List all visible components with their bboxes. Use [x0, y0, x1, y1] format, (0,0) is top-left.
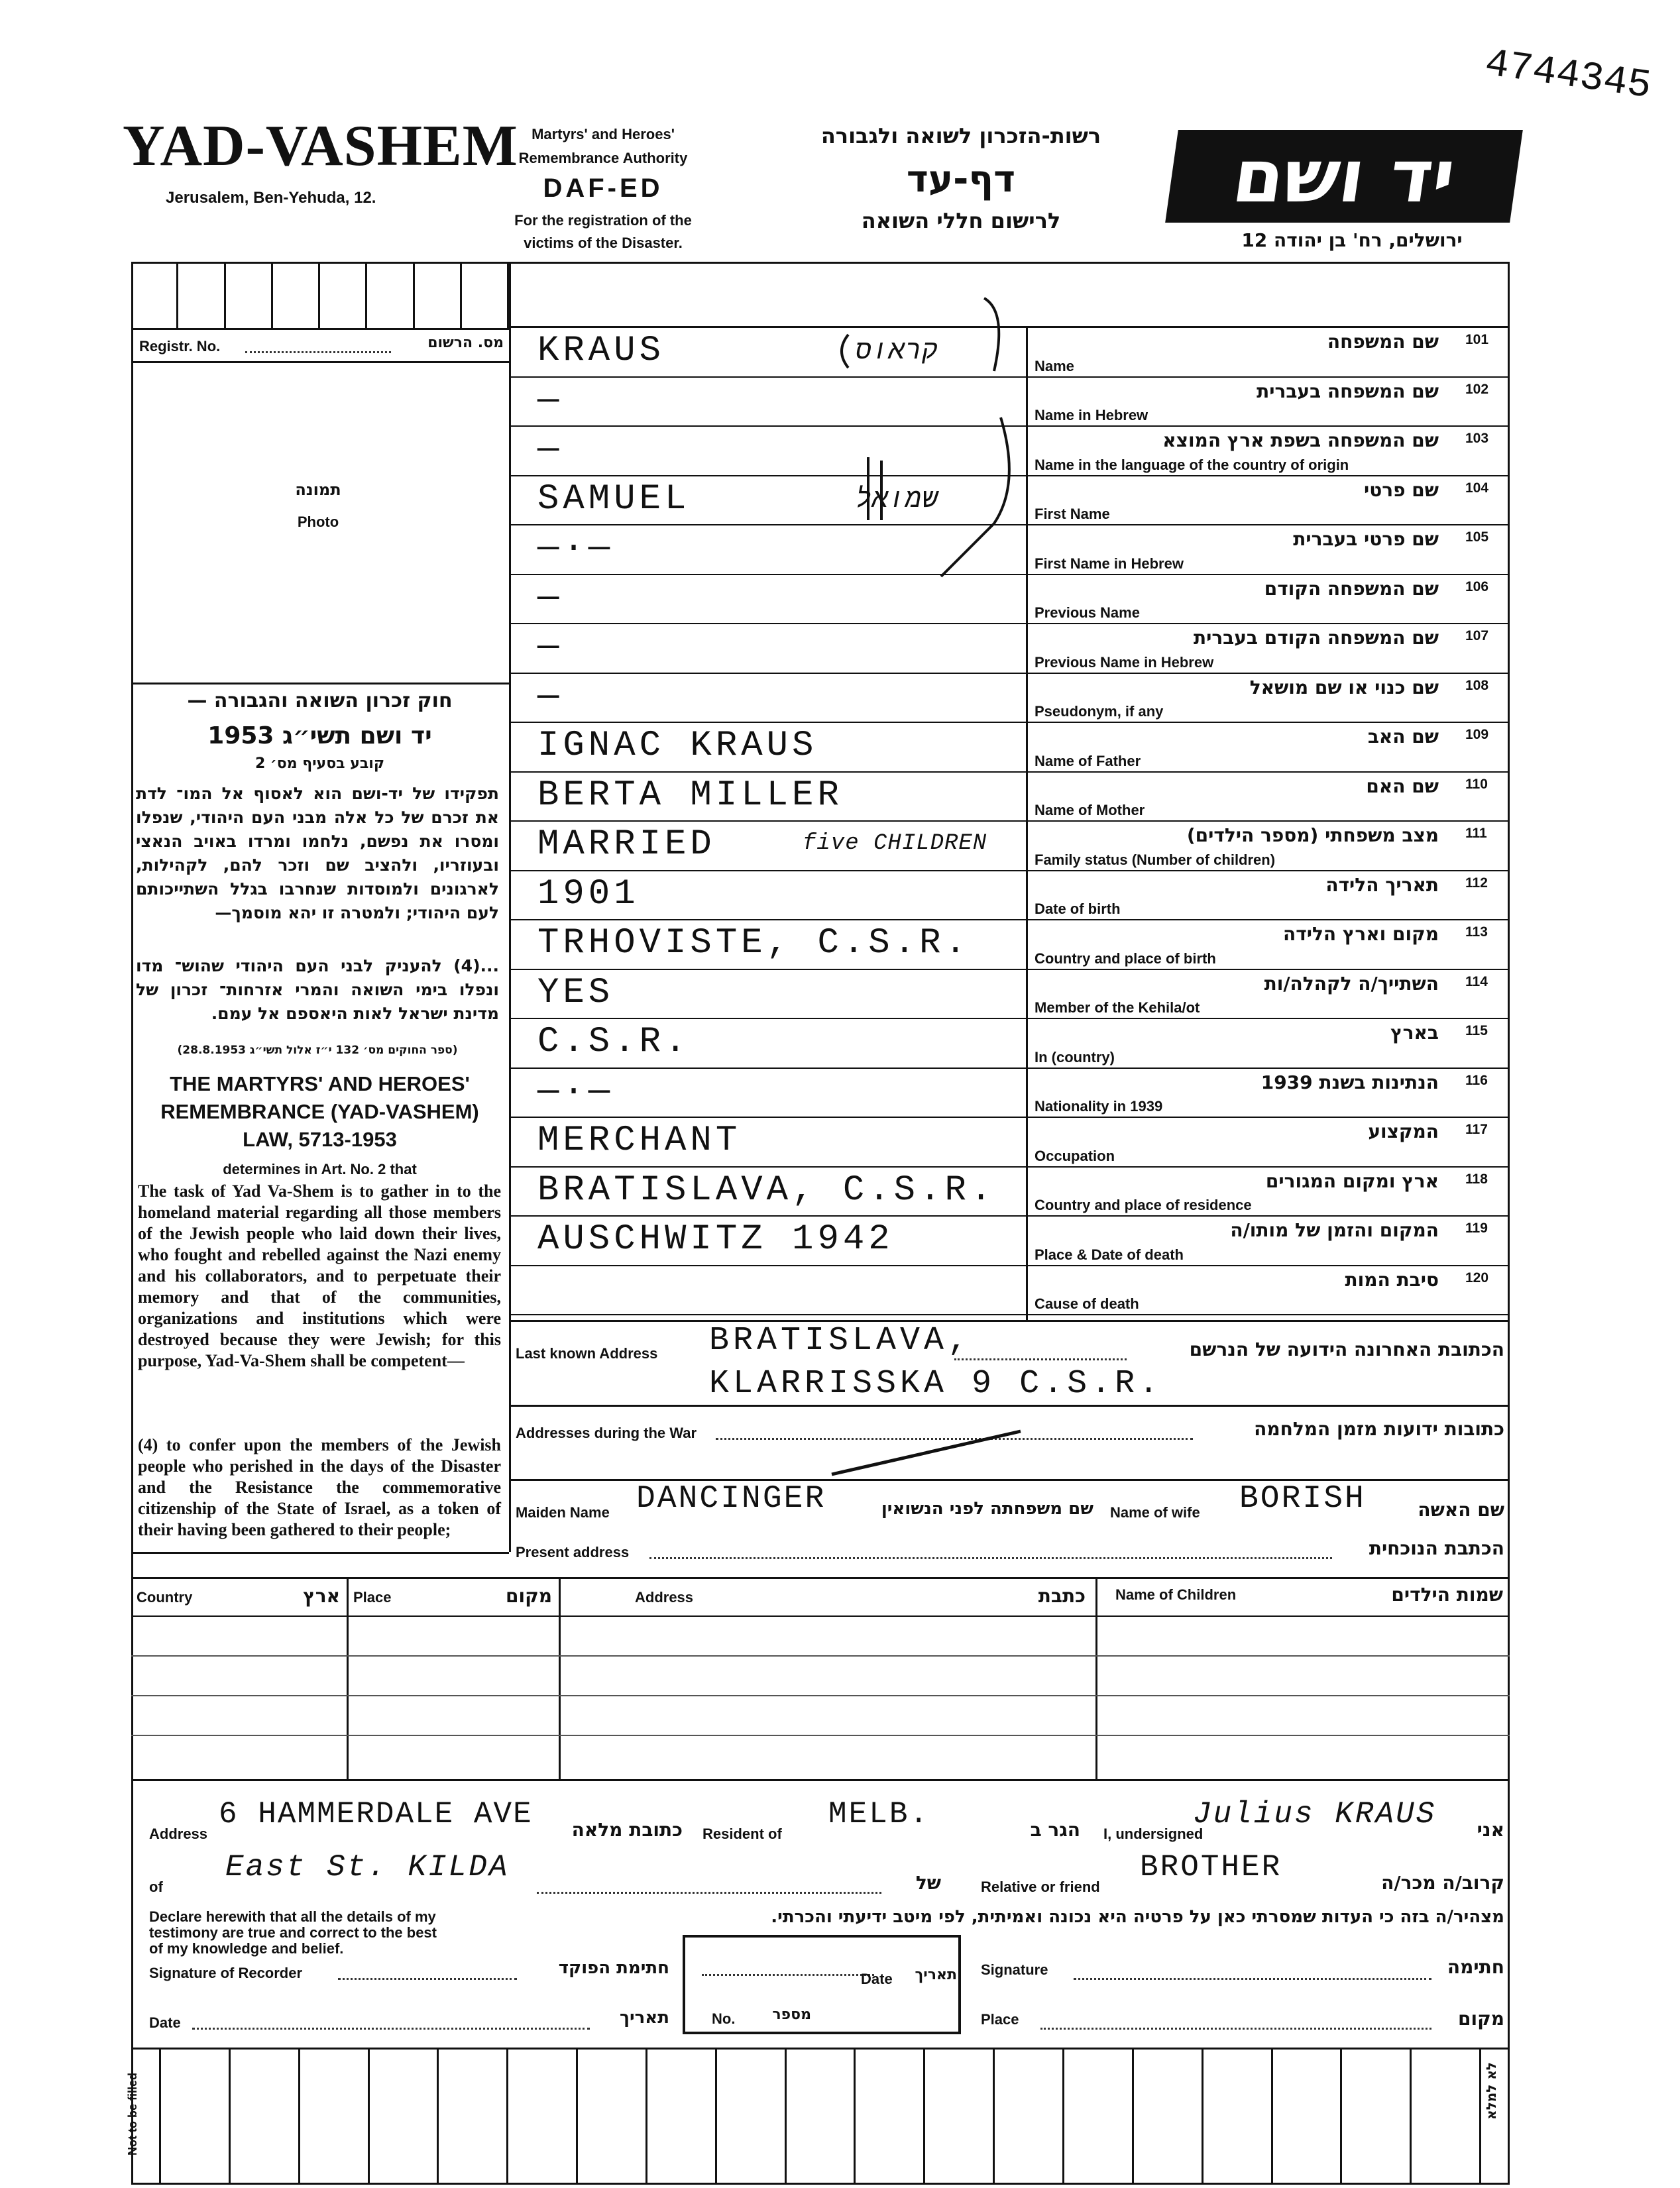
field-value-110: BERTA MILLER [537, 775, 843, 816]
purpose-he: לרישום חללי השואה [861, 208, 1061, 233]
photo-label-he: תמונה [295, 480, 341, 499]
field-value-114: YES [537, 972, 614, 1013]
field-row-111 [511, 822, 1508, 871]
decl-signature-label-en: Signature [981, 1961, 1048, 1978]
law-item4-he: ...(4) להעניק לבני העם היהודי שהוש־ מדו ונפלו בימי השואה והמרי אזרחות־ זכרון של מדינת ישראל לאות היאספם אל עמם. [136, 956, 499, 1023]
field-label-he-117: המקצוע [1368, 1121, 1439, 1142]
footer-cell [578, 2048, 647, 2185]
decl-stamp-box [683, 1935, 961, 2034]
field-number-114: 114 [1465, 973, 1488, 989]
field-label-he-102: שם המשפחה בעברית [1257, 380, 1439, 402]
purpose-line-2: victims of the Disaster. [524, 235, 683, 251]
decl-of-label-en: of [149, 1879, 163, 1895]
field-label-en-103: Name in the language of the country of origin [1035, 456, 1349, 473]
maiden-name-value: DANCINGER [636, 1481, 826, 1517]
present-address-label-he: הכתבת הנוכחית [1369, 1537, 1504, 1559]
last-known-address-line-2: KLARRISSKA 9 C.S.R. [709, 1365, 1163, 1403]
registration-cells [131, 262, 509, 330]
decl-sig-recorder-label-en: Signature of Recorder [149, 1965, 303, 1981]
box-date-label-en: Date [861, 1971, 893, 1987]
wife-name-value: BORISH [1239, 1481, 1366, 1517]
children-col-place-en: Place [353, 1589, 392, 1606]
field-value-103: — [537, 429, 563, 470]
field-label-he-107: שם המשפחה הקודם בעברית [1193, 627, 1439, 649]
box-no-label-en: No. [712, 2010, 736, 2027]
decl-declare-en-3: of my knowledge and belief. [149, 1940, 344, 1957]
war-addresses-strike [828, 1425, 1027, 1478]
field-label-he-104: שם פרטי [1363, 478, 1439, 501]
last-known-address-label-he: הכתובת האחרונה הידועה של הנרשם [1189, 1339, 1504, 1360]
footer-cell [300, 2048, 370, 2185]
field-label-he-110: שם האם [1366, 775, 1439, 797]
law-title-en-1: THE MARTYRS' AND HEROES' [170, 1072, 470, 1095]
field-label-he-112: תאריך הלידה [1325, 873, 1439, 896]
field-row-109 [511, 723, 1508, 773]
authority-line-1: Martyrs' and Heroes' [532, 126, 675, 142]
field-number-116: 116 [1465, 1072, 1488, 1088]
law-name-he: יד ושם תשי״ג 1953 [207, 722, 432, 749]
purpose-line-1: For the registration of the [514, 212, 692, 229]
footer-cell [161, 2048, 231, 2185]
field-value-101: KRAUS [537, 331, 665, 371]
field-label-en-115: In (country) [1035, 1048, 1115, 1066]
field-row-114 [511, 970, 1508, 1020]
field-separator-120 [511, 1314, 1508, 1315]
decl-resident-label-he: הגר ב [1030, 1819, 1080, 1841]
field-value-106: — [537, 577, 563, 618]
registr-no-label-he: מס. הרשום [427, 335, 504, 351]
field-number-107: 107 [1465, 628, 1489, 643]
decl-signature-label-he: חתימה [1447, 1956, 1504, 1978]
wife-name-label-he: שם האשה [1418, 1499, 1504, 1521]
footer-cell [647, 2048, 717, 2185]
field-annotation-101: קראוס [856, 337, 939, 367]
field-label-he-103: שם המשפחה בשפת ארץ המוצא [1162, 429, 1439, 451]
footer-cell [925, 2048, 995, 2185]
field-value-117: MERCHANT [537, 1121, 742, 1161]
decl-relative-value: BROTHER [1140, 1850, 1282, 1885]
decl-relative-label-he: קרוב/ה מכר/ה [1381, 1872, 1504, 1894]
law-ref-he: (ספר החוקים מס׳ 132 י״ז אלול תשי״ג 28.8.1953) [177, 1044, 458, 1057]
field-row-120 [511, 1266, 1508, 1316]
field-value-111: MARRIED [537, 824, 716, 865]
field-label-he-113: מקום וארץ הלידה [1283, 923, 1439, 945]
field-value-115: C.S.R. [537, 1022, 691, 1062]
org-title-en: YAD-VASHEM [123, 114, 518, 178]
field-value-112: 1901 [537, 873, 640, 914]
field-label-he-105: שם פרטי בעברית [1293, 528, 1439, 550]
logo-address-he: ירושלים, רח' בן יהודה 12 [1241, 229, 1463, 251]
field-value-119: AUSCHWITZ 1942 [537, 1219, 894, 1260]
field-value-109: IGNAC KRAUS [537, 726, 818, 766]
footer-cell [439, 2048, 508, 2185]
field-value-118: BRATISLAVA, C.S.R. [537, 1170, 996, 1211]
field-label-he-101: שם המשפחה [1327, 331, 1439, 353]
field-label-en-109: Name of Father [1035, 752, 1141, 769]
field-number-104: 104 [1465, 480, 1489, 496]
field-number-110: 110 [1465, 776, 1488, 792]
footer-cell [856, 2048, 925, 2185]
children-col-place-he: מקום [506, 1585, 552, 1607]
field-value-107: — [537, 627, 563, 667]
footer-cell [1064, 2048, 1134, 2185]
field-value-104: SAMUEL [537, 478, 691, 520]
handwritten-brackets [828, 285, 1027, 616]
decl-address-label-he: כתובת מלאה [571, 1819, 683, 1841]
field-label-en-118: Country and place of residence [1035, 1197, 1252, 1213]
field-number-117: 117 [1465, 1122, 1488, 1137]
field-label-he-106: שם המשפחה הקודם [1264, 577, 1439, 600]
not-filled-label-en: Not to be filled [126, 2073, 139, 2156]
law-intro-en: determines in Art. No. 2 that [223, 1161, 417, 1177]
corner-registration-number: 4744345 [1482, 41, 1654, 110]
field-label-en-120: Cause of death [1035, 1295, 1139, 1312]
maiden-name-label-en: Maiden Name [516, 1504, 610, 1521]
decl-place-label-he: מקום [1458, 2008, 1504, 2030]
footer-cell [1412, 2048, 1481, 2185]
field-number-103: 103 [1465, 431, 1489, 446]
children-col-address-en: Address [635, 1589, 694, 1606]
field-label-en-102: Name in Hebrew [1035, 407, 1148, 423]
registr-no-label-en: Registr. No. [139, 338, 221, 355]
children-col-country-he: ארץ [303, 1585, 340, 1607]
box-no-label-he: מספר [772, 2006, 811, 2023]
field-value-116: —·— [537, 1071, 614, 1112]
field-number-109: 109 [1465, 727, 1489, 742]
field-row-118 [511, 1168, 1508, 1217]
field-number-102: 102 [1465, 381, 1489, 397]
wife-name-label-en: Name of wife [1110, 1504, 1200, 1521]
field-label-he-115: בארץ [1390, 1022, 1439, 1044]
footer-cell [370, 2048, 439, 2185]
children-table [131, 1577, 1510, 1779]
decl-relative-label-en: Relative or friend [981, 1879, 1100, 1895]
law-title-en-3: LAW, 5713-1953 [243, 1128, 397, 1151]
not-filled-label-he: לא למלא [1483, 2062, 1499, 2120]
org-address-en: Jerusalem, Ben-Yehuda, 12. [166, 189, 376, 207]
decl-of-value: East St. KILDA [225, 1850, 510, 1885]
field-label-en-113: Country and place of birth [1035, 950, 1216, 967]
field-annotation-111: five CHILDREN [803, 831, 987, 856]
field-value-113: TRHOVISTE, C.S.R. [537, 923, 970, 963]
field-row-117 [511, 1118, 1508, 1168]
field-value-108: — [537, 676, 563, 717]
field-row-110 [511, 773, 1508, 822]
children-col-address-he: כתבת [1038, 1585, 1086, 1607]
last-known-address-line-1: BRATISLAVA, [709, 1322, 972, 1360]
war-addresses-label-en: Addresses during the War [516, 1425, 697, 1441]
field-number-105: 105 [1465, 529, 1489, 545]
field-row-107 [511, 624, 1508, 674]
field-label-en-106: Previous Name [1035, 604, 1140, 621]
field-row-113 [511, 920, 1508, 970]
footer-cell [1342, 2048, 1412, 2185]
field-number-101: 101 [1465, 332, 1489, 347]
box-date-label-he: תאריך [915, 1967, 957, 1983]
decl-undersigned-label-en: I, undersigned [1103, 1826, 1204, 1842]
field-label-en-104: First Name [1035, 506, 1110, 522]
field-label-en-105: First Name in Hebrew [1035, 555, 1184, 572]
law-title-he: חוק זכרון השואה והגבורה — [187, 689, 453, 712]
decl-declare-en-2: testimony are true and correct to the best [149, 1924, 437, 1941]
field-value-105: —·— [537, 528, 614, 569]
field-label-en-114: Member of the Kehila/ot [1035, 999, 1200, 1016]
field-row-116 [511, 1069, 1508, 1119]
authority-he: רשות-הזכרון לשואה ולגבורה [820, 123, 1101, 148]
decl-undersigned-value: Julius KRAUS [1193, 1797, 1437, 1832]
field-row-119 [511, 1217, 1508, 1266]
decl-declare-en-1: Declare herewith that all the details of my [149, 1908, 436, 1925]
field-label-he-109: שם האב [1367, 726, 1439, 747]
field-label-he-119: המקום והזמן של מותו/ה [1230, 1219, 1439, 1241]
decl-date-label-he: תאריך [619, 2008, 669, 2028]
field-number-106: 106 [1465, 578, 1489, 594]
field-row-108 [511, 674, 1508, 724]
decl-undersigned-label-he: אני [1477, 1819, 1504, 1841]
field-label-en-108: Pseudonym, if any [1035, 703, 1164, 720]
form-name-he: דף-עד [906, 158, 1016, 201]
footer-cell [1204, 2048, 1273, 2185]
children-col-children-en: Name of Children [1115, 1586, 1237, 1603]
field-number-112: 112 [1465, 875, 1488, 891]
field-number-120: 120 [1465, 1270, 1489, 1285]
decl-place-label-en: Place [981, 2011, 1019, 2028]
field-value-102: — [537, 380, 563, 421]
maiden-name-label-he: שם משפחתה לפני הנשואין [881, 1499, 1093, 1519]
field-label-he-114: השתייך/ה לקהלה/ות [1264, 972, 1439, 995]
field-label-en-119: Place & Date of death [1035, 1246, 1184, 1263]
law-title-en-2: REMEMBRANCE (YAD-VASHEM) [160, 1100, 479, 1123]
field-label-he-120: סיבת המות [1345, 1268, 1439, 1291]
decl-sig-recorder-label-he: חתימת הפוקד [558, 1958, 669, 1978]
last-known-address-label-en: Last known Address [516, 1345, 658, 1362]
field-label-he-108: שם כנוי או שם מושאל [1249, 676, 1439, 698]
footer-cell [231, 2048, 300, 2185]
footer-cell [1134, 2048, 1204, 2185]
war-addresses-label-he: כתובות ידועות מזמן המלחמה [1254, 1418, 1504, 1440]
field-label-en-111: Family status (Number of children) [1035, 851, 1276, 868]
decl-resident-value: MELB. [828, 1797, 930, 1832]
children-col-children-he: שמות הילדים [1391, 1584, 1503, 1606]
footer-cells [161, 2048, 1481, 2185]
decl-address-label-en: Address [149, 1826, 208, 1842]
present-address-label-en: Present address [516, 1544, 630, 1560]
field-label-en-117: Occupation [1035, 1147, 1115, 1164]
field-row-115 [511, 1019, 1508, 1069]
field-label-en-116: Nationality in 1939 [1035, 1098, 1163, 1115]
field-number-119: 119 [1465, 1221, 1488, 1236]
yad-vashem-logo: יד ושם [1165, 130, 1523, 223]
photo-label-en: Photo [297, 514, 339, 530]
field-label-en-112: Date of birth [1035, 901, 1121, 917]
field-label-en-107: Previous Name in Hebrew [1035, 653, 1214, 671]
children-col-country-en: Country [137, 1589, 193, 1606]
footer-cell [1273, 2048, 1343, 2185]
decl-resident-label-en: Resident of [702, 1826, 782, 1842]
footer-cell [717, 2048, 787, 2185]
field-number-113: 113 [1465, 924, 1488, 940]
decl-date-label-en: Date [149, 2014, 181, 2031]
footer-cell [508, 2048, 578, 2185]
footer-cell [787, 2048, 856, 2185]
field-label-en-110: Name of Mother [1035, 802, 1145, 818]
law-body-en: The task of Yad Va-Shem is to gather in to the homeland material regarding all those members of the Jewish people who laid down their lives, who fought and rebelled against the Nazi enemy and his collaborators, and to perpetuate their memory and that of the communities, organizations and institutions which were destroyed because they were Jewish; for this purpose, Yad-Va-Shem shall be competent— [138, 1181, 501, 1370]
form-name-en: DAF-ED [543, 174, 663, 203]
field-number-115: 115 [1465, 1023, 1488, 1038]
field-label-he-111: מצב משפחתי (מספר הילדים) [1186, 824, 1439, 846]
law-clause-he: קובע בסעיף מס׳ 2 [254, 755, 385, 772]
authority-line-2: Remembrance Authority [518, 150, 688, 166]
field-annotation-104: שמואל [856, 485, 939, 516]
field-label-he-116: הנתינות בשנת 1939 [1260, 1071, 1439, 1093]
footer-cell [995, 2048, 1064, 2185]
law-item4-en: (4) to confer upon the members of the Jewish people who perished in the days of the Disaster and the Resistance the commemorative citizenship of the State of Israel, as a token of their having been gathered to their people; [138, 1435, 501, 1539]
decl-of-label-he: של [915, 1872, 941, 1894]
field-row-112 [511, 871, 1508, 921]
decl-address-value: 6 HAMMERDALE AVE [219, 1797, 533, 1832]
field-number-118: 118 [1465, 1171, 1488, 1187]
field-number-108: 108 [1465, 677, 1489, 693]
decl-declare-he: מצהיר/ה בזה כי העדות שמסרתי כאן על פרטיה היא נכונה ואמיתית, לפי מיטב ידיעתי והכרתי. [771, 1907, 1504, 1927]
law-body-he: תפקידו של יד-ושם הוא לאסוף אל המו־ לדת את זכרם של כל אלה מבני העם היהודי, שנפלו ומסרו את נפשם, נלחמו ומרדו באויב הנאצי ובעוזריו, ולהציב שם וזכר להם, לקהילות, לארגונים ולמוסדות שנחרבו בגלל השתייכותם לעם היהודי; ולמטרה זו יהא מוסמך— [136, 784, 499, 922]
field-label-he-118: ארץ ומקום המגורים [1265, 1170, 1439, 1192]
field-label-en-101: Name [1035, 357, 1074, 374]
field-number-111: 111 [1465, 826, 1487, 841]
